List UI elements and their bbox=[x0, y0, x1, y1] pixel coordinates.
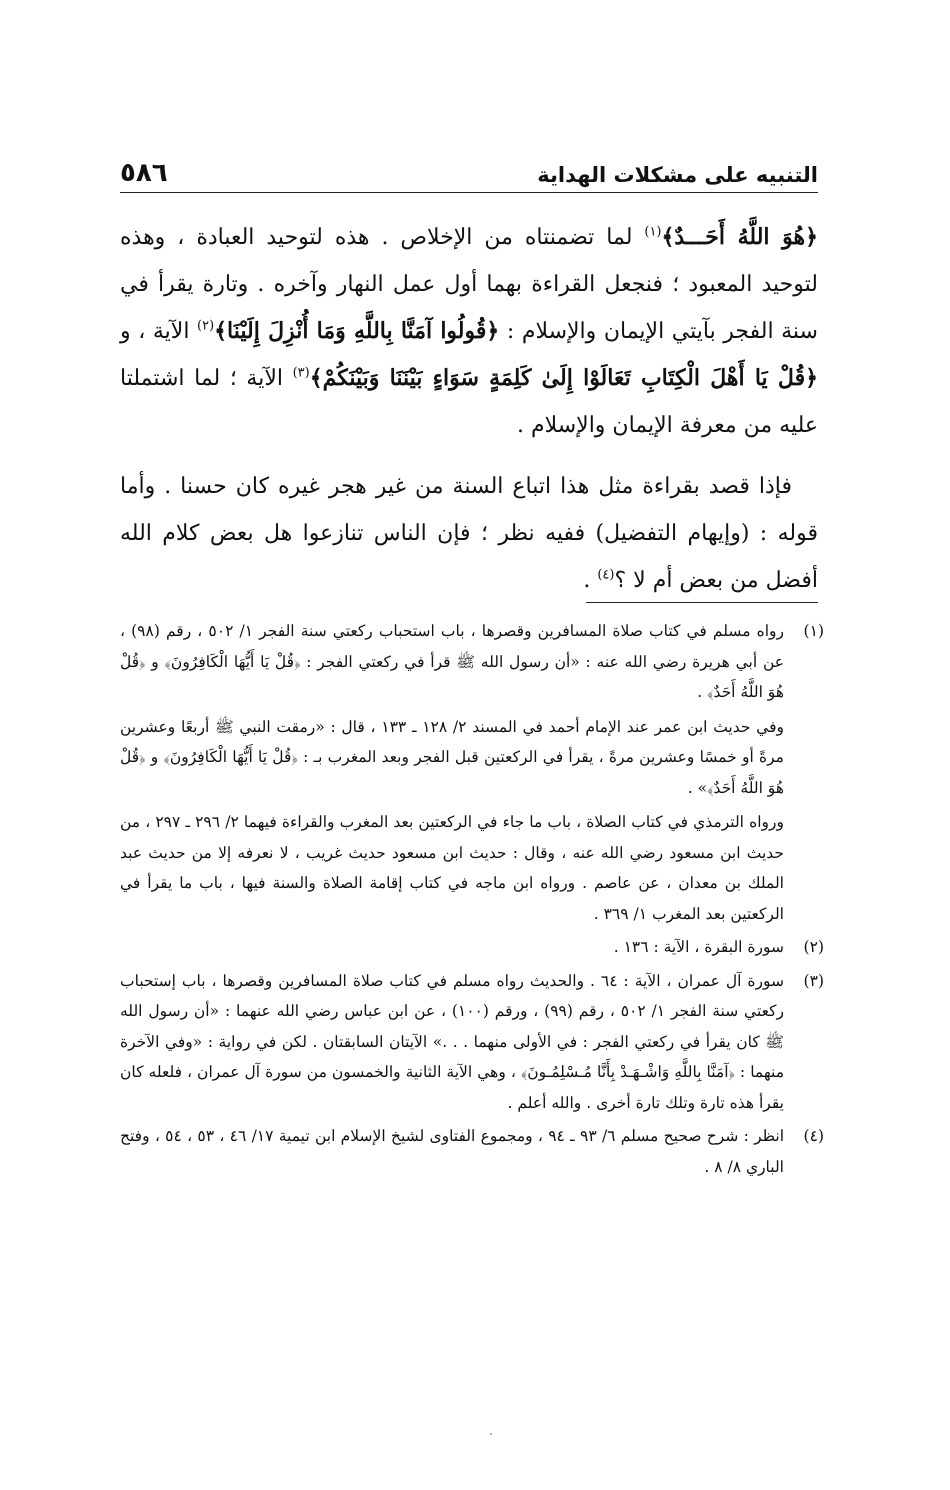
footnote-body bbox=[120, 966, 784, 1119]
footnote-1 bbox=[120, 616, 824, 929]
footnote-number: (٤) bbox=[803, 1127, 824, 1145]
footnote-number: (١) bbox=[803, 622, 824, 640]
footnote-number: (٣) bbox=[803, 971, 824, 990]
footnote-ref-2: (٢) bbox=[197, 318, 215, 334]
paragraph-text: . bbox=[583, 568, 598, 593]
footnote-ref-1: (١) bbox=[644, 224, 662, 240]
footnote-2 bbox=[120, 932, 824, 963]
quran-verse: ﴿قُلْ يَا أَهْلَ الْكِتَابِ تَعَالَوْا إِلَىٰ كَلِمَةٍ سَوَاءٍ بَيْنَنَا وَبَيْنَكُمْ﴾ bbox=[309, 365, 818, 391]
page-number: ٥٨٦ bbox=[120, 158, 168, 188]
paragraph-text: الآية ، و bbox=[120, 319, 198, 344]
paragraph-text: لما تضمنتاه من الإخلاص . هذه لتوحيد العبادة ، وهذه لتوحيد المعبود ؛ فنجعل القراءة بهما أول عمل النهار وآخره . وتارة يقرأ في سنة الفجر بآيتي الإيمان والإسلام : bbox=[120, 225, 818, 344]
footnote-text: سورة البقرة ، الآية : ١٣٦ . bbox=[613, 938, 784, 956]
paragraph-text: الآية ؛ لما اشتملتا عليه من معرفة الإيمان والإسلام . bbox=[120, 366, 818, 438]
footnote-separator bbox=[586, 602, 818, 603]
main-paragraph-1 bbox=[120, 214, 818, 449]
footnote-body bbox=[120, 1121, 784, 1182]
footnote-text: سورة آل عمران ، الآية : ٦٤ . والحديث رواه مسلم في كتاب صلاة المسافرين وقصرها ، باب إستحباب ركعتي سنة الفجر ١/ ٥٠٢ ، رقم (٩٩) ، ورقم (١٠٠) ، عن ابن عباس رضي الله عنهما : «أن رسول الله ﷺ كان يقرأ في ركعتي الفجر : في الأولى منهما . . .» الآيتان السابقتان . لكن في رواية : «وفي الآخرة منهما : ﴿آمَنَّا بِاللَّهِ وَاشْـهَـدْ بِأَنَّا مُـسْلِمُـونَ﴾ ، وهي الآية الثانية والخمسون من سورة آل عمران ، فلعله كان يقرأ هذه تارة وتلك تارة أخرى . والله أعلم . bbox=[120, 971, 784, 1112]
footnote-3 bbox=[120, 966, 824, 1119]
footnote-body bbox=[120, 616, 784, 929]
footnote-ref-4: (٤) bbox=[597, 567, 615, 583]
footnote-number: (٢) bbox=[803, 938, 824, 956]
footnotes bbox=[120, 616, 824, 1182]
footnote-text: ورواه الترمذي في كتاب الصلاة ، باب ما جاء في الركعتين بعد المغرب والقراءة فيهما ٢/ ٢٩٦ ـ ٢٩٧ ، من حديث ابن مسعود رضي الله عنه ، وقال : حديث ابن مسعود حديث غريب ، لا نعرفه إلا من حديث عبد الملك بن معدان ، عن عاصم . ورواه ابن ماجه في كتاب إقامة الصلاة والسنة فيها ، باب ما يقرأ في الركعتين بعد المغرب ١/ ٣٦٩ . bbox=[120, 813, 784, 923]
book-title: التنبيه على مشكلات الهداية bbox=[537, 163, 818, 187]
main-paragraph-2 bbox=[120, 463, 818, 604]
scan-speck bbox=[490, 1433, 492, 1435]
paragraph-text: فإذا قصد بقراءة مثل هذا اتباع السنة من غير هجر غيره كان حسنا . وأما قوله : (وإيهام التفضيل) ففيه نظر ؛ فإن الناس تنازعوا هل بعض كلام الله أفضل من بعض أم لا ؟ bbox=[120, 474, 818, 593]
footnote-ref-3: (٣) bbox=[292, 365, 310, 381]
quran-verse: ﴿هُوَ اللَّهُ أَحَـــدٌ﴾ bbox=[661, 224, 818, 250]
running-header bbox=[120, 146, 818, 193]
footnote-text: رواه مسلم في كتاب صلاة المسافرين وقصرها ، باب استحباب ركعتي سنة الفجر ١/ ٥٠٢ ، رقم (٩٨) ، عن أبي هريرة رضي الله عنه : «أن رسول الله ﷺ قرأ في ركعتي الفجر : ﴿قُلْ يَا أَيُّهَا الْكَافِرُونَ﴾ و ﴿قُلْ هُوَ اللَّهُ أَحَدٌ﴾ . bbox=[120, 622, 785, 701]
quran-verse: ﴿قُولُوا آمَنَّا بِاللَّهِ وَمَا أُنْزِلَ إِلَيْنَا﴾ bbox=[214, 318, 500, 344]
footnote-4 bbox=[120, 1121, 824, 1182]
footnote-text: انظر : شرح صحيح مسلم ٦/ ٩٣ ـ ٩٤ ، ومجموع الفتاوى لشيخ الإسلام ابن تيمية ١٧/ ٤٦ ، ٥٣ ، ٥٤ ، وفتح الباري ٨/ ٨ . bbox=[120, 1127, 785, 1176]
main-text bbox=[120, 214, 818, 604]
footnote-text: وفي حديث ابن عمر عند الإمام أحمد في المسند ٢/ ١٢٨ ـ ١٣٣ ، قال : «رمقت النبي ﷺ أربعًا وعشرين مرةً أو خمسًا وعشرين مرةً ، يقرأ في الركعتين قبل الفجر وبعد المغرب بـ : ﴿قُلْ يَا أَيُّهَا الْكَافِرُونَ﴾ و ﴿قُلْ هُوَ اللَّهُ أَحَدٌ﴾» . bbox=[120, 717, 784, 797]
footnote-body bbox=[120, 932, 784, 963]
